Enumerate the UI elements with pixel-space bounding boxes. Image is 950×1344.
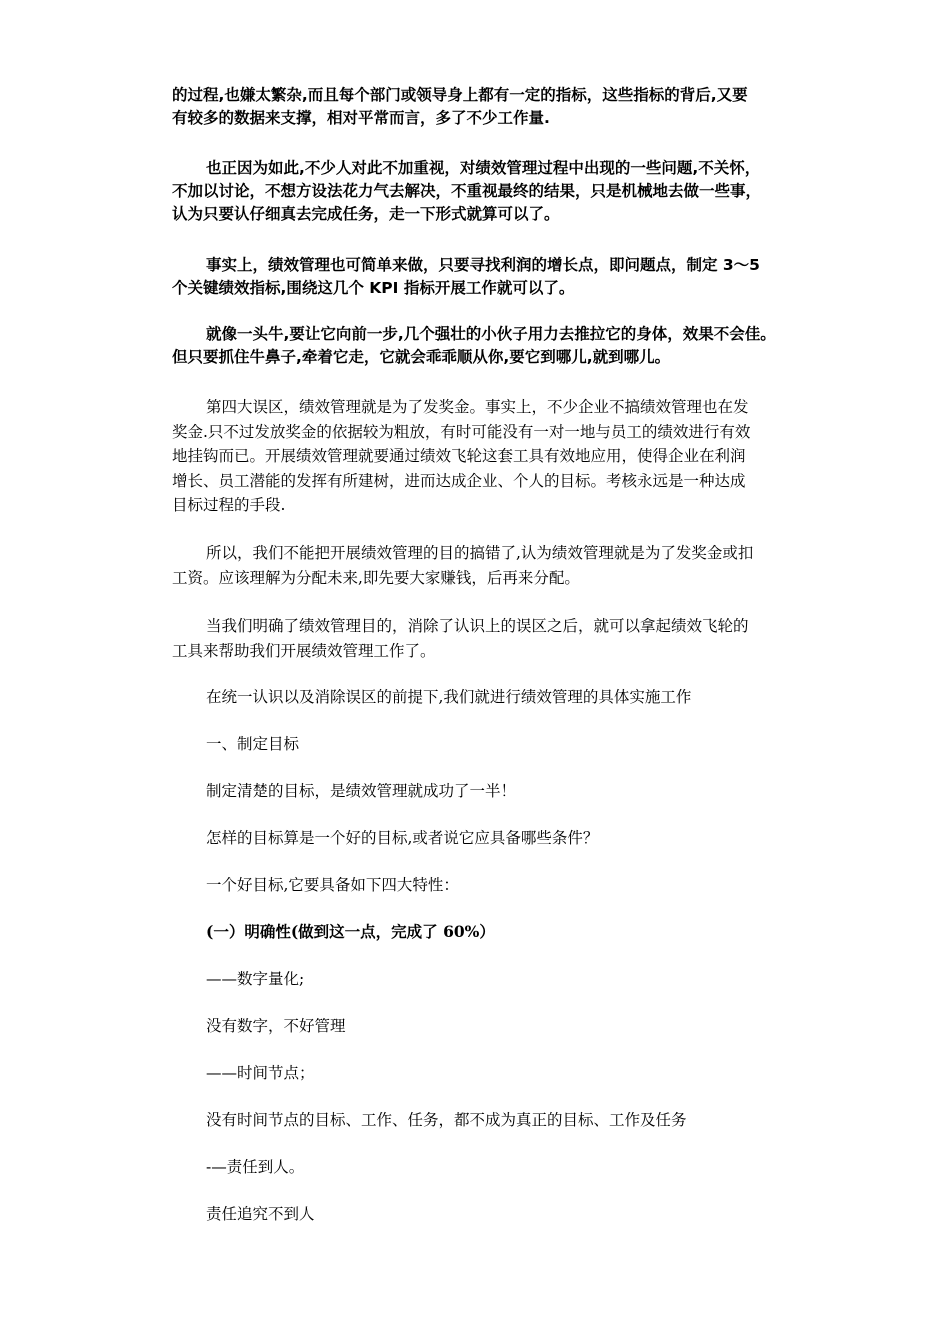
note-no-time-nodes: 没有时间节点的目标、工作、任务，都不成为真正的目标、工作及任务 [206, 1111, 687, 1129]
serif-paragraph-1 [172, 395, 812, 518]
text-line: 不加以讨论，不想方设法花力气去解决，不重视最终的结果，只是机械地去做一些事， [172, 182, 762, 200]
bold-paragraph-1 [172, 84, 822, 130]
item-time-nodes: ——时间节点； [206, 1064, 315, 1082]
note-responsibility: 责任追究不到人 [206, 1205, 315, 1223]
text-line: 的过程,也嫌太繁杂,而且每个部门或领导身上都有一定的指标，这些指标的背后,又要 [172, 86, 748, 104]
item-responsibility: -—责任到人。 [206, 1158, 305, 1176]
subheading-clarity: (一）明确性(做到这一点，完成了 60%） [206, 922, 495, 941]
good-goal-question: 怎样的目标算是一个好的目标,或者说它应具备哪些条件？ [206, 829, 599, 847]
section-heading-set-goals: 一、制定目标 [206, 735, 300, 753]
text-line: 也正因为如此,不少人对此不加重视，对绩效管理过程中出现的一些问题,不关怀， [206, 159, 761, 177]
item-numeric-quantify: ——数字量化; [206, 970, 305, 988]
implementation-intro: 在统一认识以及消除误区的前提下,我们就进行绩效管理的具体实施工作 [206, 688, 692, 706]
serif-paragraph-2 [172, 541, 812, 590]
bold-paragraph-2 [172, 157, 822, 226]
text-line: 当我们明确了绩效管理目的，消除了认识上的误区之后，就可以拿起绩效飞轮的 [206, 617, 749, 635]
text-line: 有较多的数据来支撑，相对平常而言，多了不少工作量. [172, 109, 550, 127]
text-line: 增长、员工潜能的发挥有所建树，进而达成企业、个人的目标。考核永远是一种达成 [172, 471, 746, 490]
four-traits-line: 一个好目标,它要具备如下四大特性： [206, 876, 459, 894]
text-line: 第四大误区，绩效管理就是为了发奖金。事实上，不少企业不搞绩效管理也在发 [206, 398, 749, 416]
text-line: 工具来帮助我们开展绩效管理工作了。 [172, 641, 436, 660]
text-line: 工资。应该理解为分配未来,即先要大家赚钱，后再来分配。 [172, 568, 580, 587]
serif-paragraph-3 [172, 614, 812, 663]
text-line: 认为只要认仔细真去完成任务，走一下形式就算可以了。 [172, 205, 560, 223]
text-line: 目标过程的手段. [172, 496, 286, 514]
text-line: 但只要抓住牛鼻子,牵着它走，它就会乖乖顺从你,要它到哪儿,就到哪儿。 [172, 348, 671, 366]
text-line: 就像一头牛,要让它向前一步,几个强壮的小伙子用力去推拉它的身体，效果不会佳。 [206, 325, 776, 343]
text-line: 事实上，绩效管理也可简单来做，只要寻找利润的增长点，即问题点，制定 3～5 [206, 256, 760, 274]
bold-paragraph-4 [172, 323, 822, 369]
bold-paragraph-3 [172, 254, 822, 300]
text-line: 奖金.只不过发放奖金的依据较为粗放，有时可能没有一对一地与员工的绩效进行有效 [172, 422, 751, 441]
text-line: 个关键绩效指标,围绕这几个 KPI 指标开展工作就可以了。 [172, 279, 575, 297]
text-line: 所以，我们不能把开展绩效管理的目的搞错了,认为绩效管理就是为了发奖金或扣 [206, 544, 754, 562]
goal-importance-line: 制定清楚的目标，是绩效管理就成功了一半！ [206, 782, 517, 800]
note-no-numbers: 没有数字，不好管理 [206, 1017, 346, 1035]
text-line: 地挂钩而已。开展绩效管理就要通过绩效飞轮这套工具有效地应用，使得企业在利润 [172, 447, 746, 465]
